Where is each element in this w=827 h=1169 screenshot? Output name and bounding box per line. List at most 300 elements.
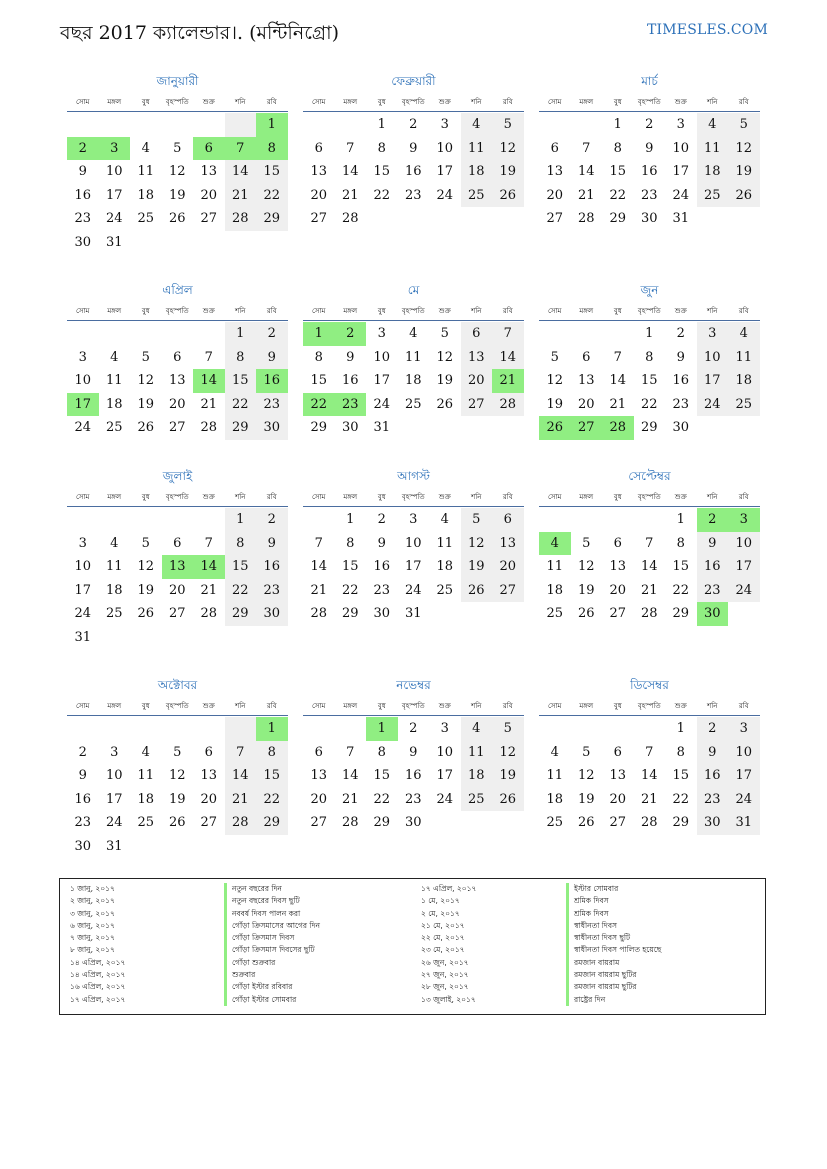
day-cell: 29 [341, 606, 359, 621]
weekday-label: রবি [738, 98, 749, 106]
day-cell: 10 [436, 744, 454, 760]
day-cell: 6 [314, 140, 323, 156]
day-cell: 29 [225, 416, 257, 440]
day-cell: 15 [225, 555, 257, 579]
day-cell: 28 [492, 393, 524, 417]
empty-day-cell [99, 717, 131, 741]
day-cell: 12 [492, 741, 524, 765]
day-grid [303, 113, 524, 231]
day-cell: 29 [256, 207, 288, 231]
day-cell: 25 [436, 582, 454, 598]
day-grid [539, 322, 760, 440]
day-cell: 1 [225, 508, 257, 532]
weekday-label: বুধ [141, 493, 150, 501]
day-cell: 23 [404, 791, 422, 807]
day-cell: 14 [492, 346, 524, 370]
day-cell: 4 [409, 326, 418, 341]
empty-day-cell [539, 717, 571, 741]
day-cell: 5 [440, 326, 449, 341]
weekday-header [303, 490, 524, 507]
weekday-label: বুধ [613, 307, 622, 315]
day-cell: 28 [640, 815, 658, 830]
weekday-header [67, 95, 288, 112]
day-cell: 31 [728, 811, 760, 835]
day-cell: 22 [672, 582, 690, 598]
day-cell: 9 [676, 349, 685, 365]
day-cell: 16 [640, 164, 658, 179]
day-cell: 12 [137, 373, 155, 388]
empty-day-cell [130, 113, 162, 137]
weekday-header [303, 304, 524, 321]
legend-date: ৬ জানু, ২০১৭ [70, 920, 115, 930]
weekday-label: রবি [738, 702, 749, 710]
day-cell: 17 [436, 768, 454, 783]
empty-day-cell [539, 508, 571, 532]
empty-day-cell [634, 717, 666, 741]
day-cell: 26 [492, 184, 524, 208]
legend-date: ১৩ জুলাই, ২০১৭ [421, 994, 476, 1004]
day-cell: 6 [173, 349, 182, 365]
day-cell: 26 [577, 606, 595, 621]
day-cell: 18 [404, 373, 422, 388]
empty-day-cell [67, 508, 99, 532]
day-cell: 29 [672, 606, 690, 621]
weekday-label: সোম [312, 307, 326, 315]
day-cell: 14 [341, 164, 359, 179]
day-cell: 18 [546, 791, 564, 807]
weekday-header [539, 699, 760, 716]
day-cell: 12 [577, 768, 595, 783]
day-cell: 29 [609, 211, 627, 226]
day-cell: 18 [105, 396, 123, 412]
day-cell: 12 [728, 137, 760, 161]
day-cell: 30 [672, 420, 690, 435]
empty-day-cell [99, 322, 131, 346]
day-cell: 9 [78, 164, 87, 179]
legend-holiday-name: নতুন বছরের দিবস ছুটি [224, 895, 320, 907]
weekday-label: বুধ [377, 98, 386, 106]
day-cell: 2 [697, 717, 729, 741]
weekday-label: সোম [76, 98, 90, 106]
day-cell: 7 [645, 744, 654, 760]
empty-day-cell [193, 508, 225, 532]
day-cell: 1 [346, 512, 355, 527]
day-cell: 10 [728, 532, 760, 556]
day-cell: 20 [609, 791, 627, 807]
day-cell: 10 [105, 164, 123, 179]
day-cell: 16 [373, 559, 391, 574]
day-cell: 13 [492, 532, 524, 556]
day-cell: 13 [310, 768, 328, 783]
weekday-label: রবি [502, 307, 513, 315]
day-cell: 3 [440, 117, 449, 132]
day-cell: 26 [728, 184, 760, 208]
day-cell: 28 [341, 211, 359, 226]
weekday-label: মঙ্গল [107, 702, 122, 710]
day-cell: 22 [225, 393, 257, 417]
day-cell: 13 [168, 373, 186, 388]
day-cell: 15 [225, 369, 257, 393]
day-cell: 30 [640, 211, 658, 226]
day-cell: 24 [105, 815, 123, 830]
weekday-label: শুক্র [202, 702, 215, 710]
day-cell: 30 [697, 811, 729, 835]
day-cell: 16 [672, 373, 690, 388]
day-cell: 27 [492, 579, 524, 603]
day-cell: 10 [672, 140, 690, 156]
legend-date: ১ মে, ২০১৭ [421, 896, 460, 906]
month-name: নভেম্বর [396, 678, 431, 692]
weekday-label: বুধ [141, 307, 150, 315]
empty-day-cell [602, 717, 634, 741]
holiday-day-cell: 17 [67, 393, 99, 417]
day-cell: 25 [546, 815, 564, 830]
day-cell: 12 [436, 349, 454, 365]
weekday-label: বুধ [613, 702, 622, 710]
weekday-label: মঙ্গল [343, 307, 358, 315]
month-name: জুলাই [162, 469, 193, 483]
legend-holiday-name: শ্রমিক দিবস [566, 908, 661, 920]
holiday-day-cell: 1 [303, 322, 335, 346]
weekday-label: বুধ [613, 493, 622, 501]
day-cell: 1 [676, 721, 685, 736]
weekday-header [539, 95, 760, 112]
day-cell: 23 [404, 187, 422, 203]
legend-holiday-name: নতুন বছরের দিন [224, 883, 320, 895]
day-cell: 16 [404, 768, 422, 783]
day-cell: 1 [645, 326, 654, 341]
day-cell: 4 [697, 113, 729, 137]
legend-holiday-name: শুক্রবার [224, 969, 320, 981]
day-cell: 9 [697, 532, 729, 556]
weekday-label: শনি [707, 307, 718, 315]
legend-dates-col-2 [421, 883, 476, 1006]
day-grid [539, 113, 760, 231]
weekday-label: বুধ [377, 493, 386, 501]
empty-day-cell [193, 322, 225, 346]
legend-date: ৩ জানু, ২০১৭ [70, 908, 115, 918]
holiday-day-cell: 2 [697, 508, 729, 532]
day-cell: 5 [492, 113, 524, 137]
holiday-day-cell: 3 [728, 508, 760, 532]
day-cell: 8 [225, 532, 257, 556]
holiday-day-cell: 1 [256, 717, 288, 741]
day-cell: 8 [377, 140, 386, 156]
day-cell: 8 [377, 744, 386, 760]
day-cell: 19 [577, 791, 595, 807]
day-cell: 8 [346, 535, 355, 551]
weekday-label: শুক্র [674, 307, 687, 315]
month-calendar [539, 468, 760, 626]
day-cell: 6 [204, 744, 213, 760]
weekday-label: বৃহস্পতি [637, 702, 661, 710]
day-grid [303, 717, 524, 835]
month-calendar [303, 73, 524, 231]
day-cell: 7 [225, 741, 257, 765]
month-name: ফেব্রুয়ারী [391, 74, 436, 88]
legend-holiday-name: রমজান বায়রাম [566, 957, 661, 969]
day-cell: 10 [373, 349, 391, 365]
day-cell: 27 [609, 815, 627, 830]
month-name: এপ্রিল [162, 283, 193, 297]
day-cell: 5 [173, 140, 182, 156]
day-cell: 13 [200, 768, 218, 783]
holiday-day-cell: 1 [256, 113, 288, 137]
day-cell: 2 [676, 326, 685, 341]
day-cell: 25 [404, 396, 422, 412]
day-cell: 19 [137, 582, 155, 598]
day-cell: 12 [546, 373, 564, 388]
day-cell: 4 [550, 744, 559, 760]
day-cell: 18 [137, 791, 155, 807]
day-cell: 17 [105, 187, 123, 203]
weekday-label: বৃহস্পতি [165, 98, 189, 106]
day-cell: 6 [613, 744, 622, 760]
day-cell: 29 [672, 815, 690, 830]
holiday-day-cell: 21 [492, 369, 524, 393]
legend-holiday-name: রমজান বায়রাম ছুটির [566, 981, 661, 993]
day-cell: 22 [373, 187, 391, 203]
day-cell: 20 [577, 396, 595, 412]
day-cell: 23 [697, 788, 729, 812]
legend-holiday-name: গোঁড়া ক্রিসমাস দিবসের ছুটি [224, 944, 320, 956]
weekday-header [67, 304, 288, 321]
day-cell: 11 [436, 535, 454, 551]
day-cell: 16 [341, 373, 359, 388]
day-cell: 27 [310, 211, 328, 226]
weekday-label: মঙ্গল [343, 702, 358, 710]
day-cell: 19 [492, 160, 524, 184]
day-cell: 27 [609, 606, 627, 621]
day-cell: 24 [105, 211, 123, 226]
day-cell: 4 [110, 349, 119, 365]
day-cell: 10 [404, 535, 422, 551]
day-cell: 3 [110, 744, 119, 760]
day-cell: 11 [546, 768, 564, 783]
weekday-label: শনি [471, 307, 482, 315]
day-cell: 17 [728, 764, 760, 788]
day-cell: 24 [404, 582, 422, 598]
month-calendar [539, 282, 760, 440]
empty-day-cell [571, 113, 603, 137]
day-cell: 25 [546, 606, 564, 621]
weekday-label: শুক্র [674, 98, 687, 106]
weekday-header [539, 490, 760, 507]
day-cell: 8 [645, 349, 654, 365]
day-cell: 19 [461, 555, 493, 579]
day-cell: 13 [609, 768, 627, 783]
legend-date: ৮ জানু, ২০১৭ [70, 945, 115, 955]
weekday-label: রবি [266, 493, 277, 501]
day-cell: 8 [314, 349, 323, 365]
empty-day-cell [335, 717, 367, 741]
weekday-label: রবি [266, 702, 277, 710]
day-cell: 5 [728, 113, 760, 137]
empty-day-cell [67, 717, 99, 741]
holiday-day-cell: 4 [539, 532, 571, 556]
holiday-day-cell: 22 [303, 393, 335, 417]
day-cell: 16 [74, 791, 92, 807]
day-cell: 11 [697, 137, 729, 161]
holiday-day-cell: 2 [335, 322, 367, 346]
weekday-label: সোম [312, 702, 326, 710]
day-cell: 29 [225, 602, 257, 626]
day-cell: 30 [74, 838, 92, 854]
day-cell: 7 [645, 535, 654, 551]
empty-day-cell [602, 508, 634, 532]
month-name: অক্টোবর [157, 678, 198, 692]
day-cell: 26 [137, 420, 155, 435]
weekday-label: শনি [471, 98, 482, 106]
day-cell: 1 [676, 512, 685, 527]
day-cell: 30 [404, 815, 422, 830]
day-cell: 9 [409, 140, 418, 156]
weekday-label: মঙ্গল [107, 307, 122, 315]
day-cell: 11 [546, 559, 564, 574]
day-cell: 31 [74, 629, 92, 645]
weekday-label: রবি [502, 98, 513, 106]
day-cell: 30 [74, 234, 92, 250]
weekday-label: রবি [738, 307, 749, 315]
legend-holiday-name: শ্রমিক দিবস [566, 895, 661, 907]
day-cell: 3 [728, 717, 760, 741]
day-cell: 4 [461, 113, 493, 137]
weekday-label: মঙ্গল [579, 493, 594, 501]
day-cell: 29 [640, 420, 658, 435]
day-cell: 19 [492, 764, 524, 788]
day-cell: 20 [492, 555, 524, 579]
day-cell: 17 [74, 582, 92, 598]
day-cell: 26 [577, 815, 595, 830]
day-grid [303, 508, 524, 626]
weekday-label: মঙ্গল [107, 98, 122, 106]
weekday-label: বৃহস্পতি [165, 702, 189, 710]
holiday-day-cell: 16 [256, 369, 288, 393]
day-cell: 15 [373, 768, 391, 783]
day-cell: 18 [461, 764, 493, 788]
day-cell: 18 [546, 582, 564, 598]
legend-holiday-name: স্বাধীনতা দিবস [566, 920, 661, 932]
holiday-day-cell: 14 [193, 555, 225, 579]
day-cell: 7 [582, 140, 591, 156]
weekday-label: বৃহস্পতি [165, 307, 189, 315]
legend-holiday-name: রাষ্ট্রের দিন [566, 994, 661, 1006]
day-cell: 11 [137, 164, 155, 179]
day-cell: 7 [204, 535, 213, 551]
holiday-day-cell: 14 [193, 369, 225, 393]
day-cell: 28 [225, 207, 257, 231]
day-cell: 9 [645, 140, 654, 156]
day-cell: 22 [256, 788, 288, 812]
legend-date: ২২ মে, ২০১৭ [421, 933, 465, 943]
day-cell: 22 [225, 579, 257, 603]
holiday-legend [59, 878, 766, 1015]
empty-day-cell [571, 322, 603, 346]
month-calendar [539, 677, 760, 835]
day-cell: 20 [200, 187, 218, 203]
weekday-label: শুক্র [202, 307, 215, 315]
day-cell: 25 [137, 815, 155, 830]
weekday-label: বুধ [613, 98, 622, 106]
day-cell: 23 [256, 393, 288, 417]
legend-holiday-name: ইস্টার সোমবার [566, 883, 661, 895]
weekday-label: বৃহস্পতি [401, 702, 425, 710]
legend-date: ১৪ এপ্রিল, ২০১৭ [70, 970, 126, 980]
day-cell: 23 [373, 582, 391, 598]
day-cell: 27 [310, 815, 328, 830]
legend-holiday-name: নববর্ষ দিবস পালন করা [224, 908, 320, 920]
day-cell: 28 [200, 420, 218, 435]
legend-dates-col-1 [70, 883, 125, 1006]
day-cell: 12 [492, 137, 524, 161]
weekday-label: সোম [312, 98, 326, 106]
day-cell: 19 [168, 187, 186, 203]
month-name: মার্চ [641, 74, 658, 88]
day-cell: 20 [310, 791, 328, 807]
day-cell: 19 [546, 396, 564, 412]
month-name: সেপ্টেম্বর [628, 469, 671, 483]
weekday-label: সোম [548, 307, 562, 315]
weekday-label: শুক্র [438, 98, 451, 106]
day-cell: 9 [346, 349, 355, 365]
day-cell: 22 [373, 791, 391, 807]
weekday-header [67, 490, 288, 507]
site-name[interactable]: TIMESLES.COM [647, 22, 768, 38]
weekday-label: শনি [707, 493, 718, 501]
day-cell: 10 [74, 559, 92, 574]
weekday-label: শনি [471, 493, 482, 501]
month-calendar [67, 282, 288, 440]
legend-date: ২৬ জুন, ২০১৭ [421, 957, 469, 967]
day-cell: 21 [225, 788, 257, 812]
day-cell: 24 [697, 393, 729, 417]
day-cell: 15 [310, 373, 328, 388]
month-name: জানুয়ারী [156, 74, 199, 88]
day-cell: 11 [404, 349, 422, 365]
day-cell: 17 [373, 373, 391, 388]
day-cell: 26 [168, 815, 186, 830]
month-name: মে [407, 283, 420, 297]
day-cell: 12 [461, 532, 493, 556]
month-calendar [67, 677, 288, 858]
day-cell: 4 [141, 744, 150, 760]
day-cell: 26 [168, 211, 186, 226]
day-cell: 26 [436, 396, 454, 412]
day-cell: 15 [609, 164, 627, 179]
weekday-label: রবি [502, 702, 513, 710]
legend-date: ৭ জানু, ২০১৭ [70, 933, 115, 943]
empty-day-cell [130, 508, 162, 532]
empty-day-cell [162, 322, 194, 346]
day-cell: 14 [640, 768, 658, 783]
legend-holiday-name: গোঁড়া ইস্টার রবিবার [224, 981, 320, 993]
day-cell: 1 [225, 322, 257, 346]
day-cell: 24 [728, 579, 760, 603]
day-cell: 24 [436, 187, 454, 203]
day-cell: 19 [577, 582, 595, 598]
day-cell: 22 [341, 582, 359, 598]
weekday-label: মঙ্গল [579, 307, 594, 315]
day-cell: 12 [168, 164, 186, 179]
day-cell: 21 [577, 187, 595, 203]
day-cell: 14 [609, 373, 627, 388]
day-cell: 3 [409, 512, 418, 527]
weekday-label: রবি [266, 98, 277, 106]
weekday-header [539, 304, 760, 321]
legend-date: ২৩ মে, ২০১৭ [421, 945, 465, 955]
day-cell: 26 [461, 579, 493, 603]
day-cell: 6 [314, 744, 323, 760]
